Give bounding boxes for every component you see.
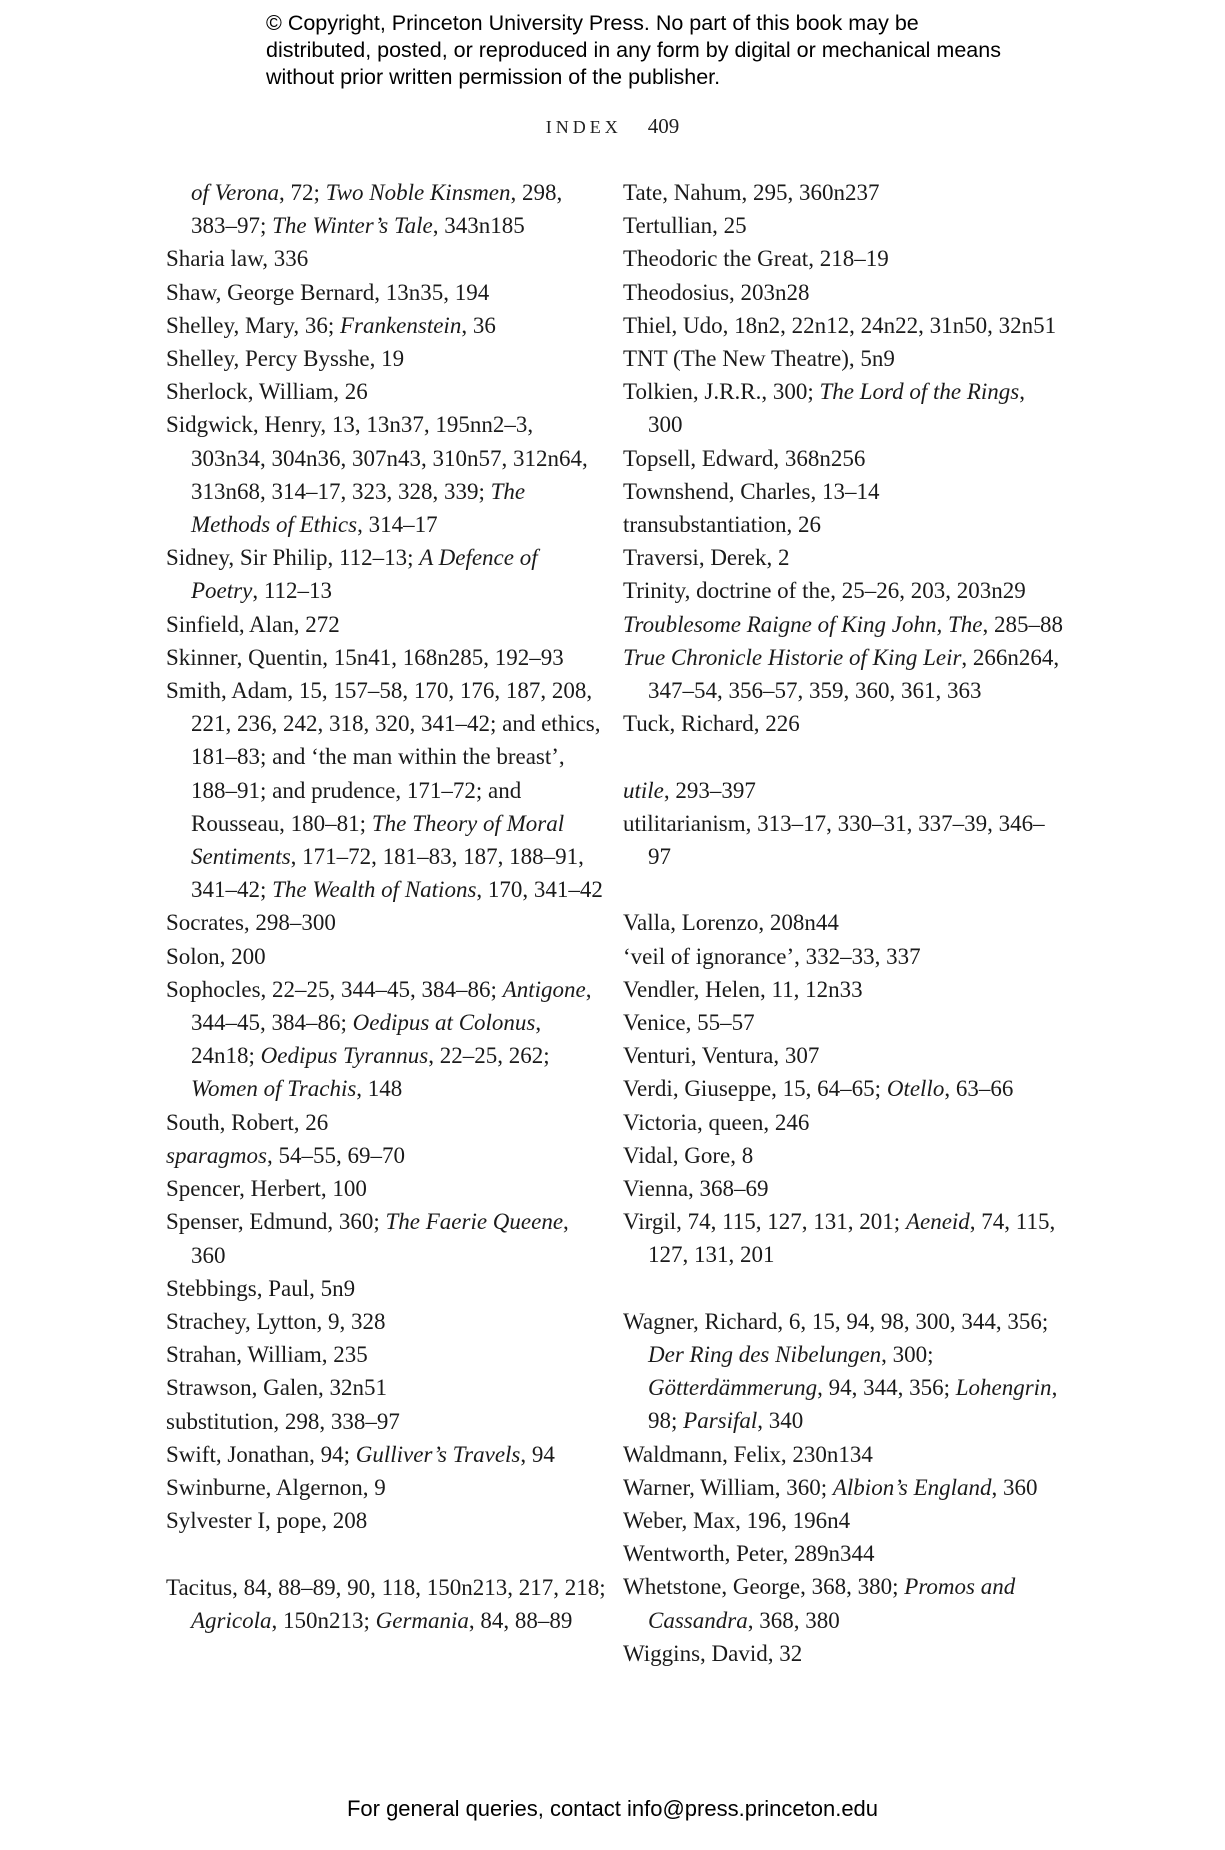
index-entry xyxy=(623,1205,1063,1271)
index-entry xyxy=(623,475,1063,508)
index-entry xyxy=(623,641,1063,707)
index-entry-text: , 112–13 xyxy=(252,578,332,604)
index-entry-text: Stebbings, Paul, 5n9 xyxy=(166,1275,356,1301)
index-entry xyxy=(166,209,606,242)
index-entry xyxy=(623,375,1063,441)
index-entry xyxy=(166,1106,606,1139)
index-entry-text: , 22–25, 262; xyxy=(428,1043,550,1069)
index-entry-text: , 343n185 xyxy=(432,213,525,239)
index-entry xyxy=(166,1405,606,1438)
index-entry-text: Strawson, Galen, 32n51 xyxy=(166,1375,388,1401)
copyright-notice: © Copyright, Princeton University Press. No part of this book may be distributed, posted, or reproduced in any form by digital or mechanical means without prior written permission of the publisher. xyxy=(266,11,1001,89)
index-entry-text: , 150n213; xyxy=(271,1607,376,1633)
index-entry xyxy=(623,1072,1063,1105)
index-entry-title: of Verona xyxy=(191,180,279,205)
index-entry-text: Venice, 55–57 xyxy=(623,1010,755,1036)
index-entry-text: , 63–66 xyxy=(944,1076,1014,1102)
index-entry-text: , 340 xyxy=(757,1408,804,1434)
index-entry xyxy=(623,774,1063,807)
index-entry xyxy=(623,1106,1063,1139)
index-entry xyxy=(166,641,606,674)
index-entry-text: Victoria, queen, 246 xyxy=(623,1109,810,1135)
index-entry-text: Tacitus, 84, 88–89, 90, 118, 150n213, 217, 218; xyxy=(166,1574,606,1600)
index-entry xyxy=(623,242,1063,275)
index-entry-title: Agricola xyxy=(191,1607,272,1633)
index-entry-text: , 293–397 xyxy=(663,777,756,803)
index-entry-title: Albion’s England xyxy=(832,1474,992,1500)
index-entry-text: , 74, 115, 127, 131, 201 xyxy=(648,1209,1056,1268)
index-entry xyxy=(166,1571,606,1637)
index-entry-text: Theodoric the Great, 218–19 xyxy=(623,246,889,272)
index-entry-title: utile xyxy=(623,777,664,803)
letter-group-gap xyxy=(166,1537,606,1570)
index-entry xyxy=(623,574,1063,607)
index-entry xyxy=(623,276,1063,309)
index-entry-text: Sidney, Sir Philip, 112–13; xyxy=(166,545,420,571)
index-entry xyxy=(166,1139,606,1172)
index-entry-text: , 300 xyxy=(648,379,1025,438)
index-entry xyxy=(623,1570,1063,1636)
index-entry-text: Vendler, Helen, 11, 12n33 xyxy=(623,976,863,1002)
index-entry-text: , 94 xyxy=(520,1441,555,1467)
index-entry-title: Women of Trachis xyxy=(191,1076,357,1102)
index-entry-text: ‘veil of ignorance’, 332–33, 337 xyxy=(623,943,921,969)
index-entry xyxy=(166,906,606,939)
index-entry-title: Antigone xyxy=(502,976,586,1002)
index-entry xyxy=(623,807,1063,873)
index-entry xyxy=(623,906,1063,939)
index-entry-text: , 24n18; xyxy=(191,1010,542,1069)
index-entry-title: Germania xyxy=(375,1607,469,1633)
index-entry xyxy=(166,1438,606,1471)
running-head xyxy=(0,114,1225,139)
index-entry-text: South, Robert, 26 xyxy=(166,1109,329,1135)
index-entry-title: Oedipus Tyrannus xyxy=(260,1043,429,1069)
index-entry-text: Vidal, Gore, 8 xyxy=(623,1142,754,1168)
index-entry-title: Promos and Cassandra xyxy=(648,1574,1016,1633)
index-entry xyxy=(166,1172,606,1205)
index-entry-text: Tertullian, 25 xyxy=(623,213,747,239)
index-entry xyxy=(623,309,1063,342)
index-entry-text: Tate, Nahum, 295, 360n237 xyxy=(623,180,880,205)
index-entry-text: Sinfield, Alan, 272 xyxy=(166,611,340,637)
index-entry xyxy=(166,309,606,342)
index-entry xyxy=(623,940,1063,973)
index-entry xyxy=(623,1006,1063,1039)
index-entry xyxy=(166,342,606,375)
index-entry xyxy=(166,1205,606,1271)
index-entry-text: , 94, 344, 356; xyxy=(817,1375,956,1401)
letter-group-gap xyxy=(623,873,1063,906)
index-entry-text: , 72; xyxy=(278,180,326,205)
index-entry-text: , 344–45, 384–86; xyxy=(191,976,592,1036)
index-entry-text: Sharia law, 336 xyxy=(166,246,309,272)
index-entry-text: , 360 xyxy=(991,1474,1038,1500)
index-entry-text: Waldmann, Felix, 230n134 xyxy=(623,1441,873,1467)
index-entry-title: Oedipus at Colonus xyxy=(352,1010,536,1036)
index-entry-text: Strachey, Lytton, 9, 328 xyxy=(166,1308,386,1334)
footer-contact: For general queries, contact info@press.princeton.edu xyxy=(346,1796,879,1821)
index-entry xyxy=(623,1139,1063,1172)
index-entry-title: The Theory of Moral Sentiments xyxy=(191,810,565,870)
letter-group-gap xyxy=(623,740,1063,773)
index-entry-text: , 148 xyxy=(356,1076,403,1102)
index-entry-title: Aeneid xyxy=(905,1209,970,1235)
index-entry xyxy=(623,1637,1063,1670)
index-entry-text: , 54–55, 69–70 xyxy=(266,1142,405,1168)
index-entry xyxy=(166,408,606,541)
index-entry-text: Shelley, Mary, 36; xyxy=(166,312,340,338)
index-entry xyxy=(623,1172,1063,1205)
index-entry xyxy=(623,973,1063,1006)
index-entry-text: , 300; xyxy=(881,1342,934,1368)
index-entry xyxy=(166,608,606,641)
index-entry-text: , 171–72, 181–83, 187, 188–91, 341–42; xyxy=(191,844,584,903)
index-entry-text: Solon, 200 xyxy=(166,943,266,969)
index-entry-text: Sidgwick, Henry, 13, 13n37, 195nn2–3, 303n34, 304n36, 307n43, 310n57, 312n64, 313n68, 314–17, 323, 328, 339; xyxy=(166,412,588,504)
index-entry-text: , 285–88 xyxy=(982,611,1063,637)
index-entry xyxy=(623,209,1063,242)
index-entry-title: Frankenstein xyxy=(339,312,462,338)
index-entry-text: Sylvester I, pope, 208 xyxy=(166,1508,368,1534)
index-entry-text: Spencer, Herbert, 100 xyxy=(166,1176,367,1202)
index-entry-text: Traversi, Derek, 2 xyxy=(623,545,790,571)
index-entry-text: Shelley, Percy Bysshe, 19 xyxy=(166,346,405,372)
index-entry-text: Verdi, Giuseppe, 15, 64–65; xyxy=(623,1076,887,1102)
index-entry xyxy=(166,242,606,275)
index-entry-text: Trinity, doctrine of the, 25–26, 203, 203n29 xyxy=(623,578,1026,604)
index-entry-text: Swinburne, Algernon, 9 xyxy=(166,1474,386,1500)
index-entry-text: utilitarianism, 313–17, 330–31, 337–39, 346–97 xyxy=(623,810,1045,870)
index-entry xyxy=(166,1471,606,1504)
index-entry-text: Vienna, 368–69 xyxy=(623,1176,769,1202)
index-entry-text: Wagner, Richard, 6, 15, 94, 98, 300, 344, 356; xyxy=(623,1308,1049,1334)
index-entry-text: Smith, Adam, 15, 157–58, 170, 176, 187, 208, 221, 236, 242, 318, 320, 341–42; and ethics, 181–83; and ‘the man within the breast’, 188–91; and prudence, 171–72; and Rousseau, 180–81; xyxy=(166,678,601,836)
index-entry-title: Parsifal xyxy=(683,1408,758,1434)
index-entry-title: Troublesome Raigne of King John, The xyxy=(623,611,983,637)
index-entry xyxy=(166,375,606,408)
index-entry-text: Tuck, Richard, 226 xyxy=(623,711,800,737)
index-entry-text: Shaw, George Bernard, 13n35, 194 xyxy=(166,279,490,305)
index-entry xyxy=(166,276,606,309)
index-entry xyxy=(623,1504,1063,1537)
index-entry-title: The Winter’s Tale xyxy=(272,213,433,239)
index-entry-text: Weber, Max, 196, 196n4 xyxy=(623,1508,851,1534)
index-entry xyxy=(166,1504,606,1537)
index-entry-title: Götterdämmerung xyxy=(648,1375,818,1401)
index-entry-text: , 36 xyxy=(461,312,496,338)
index-entry-title: The Faerie Queene xyxy=(385,1209,564,1235)
index-entry xyxy=(166,1305,606,1338)
index-entry-text: Tolkien, J.R.R., 300; xyxy=(623,379,820,405)
index-entry-title: Der Ring des Nibelungen xyxy=(648,1342,882,1368)
index-entry-text: , 266n264, 347–54, 356–57, 359, 360, 361, 363 xyxy=(648,644,1060,704)
index-entry-text: , 298, xyxy=(510,180,563,205)
index-entry xyxy=(623,442,1063,475)
index-entry-text: , 170, 341–42 xyxy=(476,877,603,903)
index-entry-text: Swift, Jonathan, 94; xyxy=(166,1441,356,1467)
index-entry-text: Socrates, 298–300 xyxy=(166,910,336,936)
index-entry-text: Spenser, Edmund, 360; xyxy=(166,1209,386,1235)
index-entry-title: Two Noble Kinsmen xyxy=(325,180,511,205)
index-entry xyxy=(623,541,1063,574)
index-entry xyxy=(623,1039,1063,1072)
index-entry xyxy=(166,973,606,1106)
index-entry-title: The Wealth of Nations xyxy=(272,877,477,903)
index-entry xyxy=(623,1471,1063,1504)
index-entry-title: The Lord of the Rings xyxy=(819,379,1020,405)
index-entry-text: Virgil, 74, 115, 127, 131, 201; xyxy=(623,1209,906,1235)
index-entry-text: Theodosius, 203n28 xyxy=(623,279,810,305)
index-entry xyxy=(166,674,606,906)
index-entry-text: Thiel, Udo, 18n2, 22n12, 24n22, 31n50, 32n51 xyxy=(623,312,1057,338)
index-entry-text: , 84, 88–89 xyxy=(468,1607,573,1633)
index-entry-text: Wiggins, David, 32 xyxy=(623,1640,803,1666)
index-entry-text: 383–97; xyxy=(191,213,273,239)
index-entry-title: The Methods of Ethics xyxy=(191,478,526,538)
page-number: 409 xyxy=(647,114,680,138)
running-head-label: INDEX xyxy=(545,117,622,137)
index-entry-text: , 360 xyxy=(191,1209,569,1268)
index-entry-title: True Chronicle Historie of King Leir xyxy=(623,644,962,670)
index-entry-title: Gulliver’s Travels xyxy=(355,1441,521,1467)
index-entry-text: TNT (The New Theatre), 5n9 xyxy=(623,346,895,372)
index-entry-text: transubstantiation, 26 xyxy=(623,512,822,538)
index-entry-title: Lohengrin xyxy=(955,1375,1052,1401)
index-entry-text: Valla, Lorenzo, 208n44 xyxy=(623,910,839,936)
index-entry xyxy=(623,707,1063,740)
index-entry-text: Skinner, Quentin, 15n41, 168n285, 192–93 xyxy=(166,644,564,670)
index-entry-text: Townshend, Charles, 13–14 xyxy=(623,478,880,504)
index-entry xyxy=(623,1438,1063,1471)
index-entry-text: Sophocles, 22–25, 344–45, 384–86; xyxy=(166,976,503,1002)
index-entry-text: Strahan, William, 235 xyxy=(166,1342,368,1368)
index-entry xyxy=(623,342,1063,375)
index-entry xyxy=(623,608,1063,641)
index-entry xyxy=(166,1371,606,1404)
index-entry xyxy=(623,508,1063,541)
index-entry-text: , 314–17 xyxy=(357,512,438,538)
index-entry-text: Venturi, Ventura, 307 xyxy=(623,1043,820,1069)
index-entry-title: Otello xyxy=(886,1076,945,1102)
index-entry xyxy=(623,1305,1063,1438)
index-entry xyxy=(623,176,1063,209)
index-entry-text: Warner, William, 360; xyxy=(623,1474,833,1500)
index-entry xyxy=(166,176,606,209)
index-entry-text: Topsell, Edward, 368n256 xyxy=(623,445,866,471)
index-entry-text: Wentworth, Peter, 289n344 xyxy=(623,1541,875,1567)
index-entry-text: , 98; xyxy=(648,1375,1058,1434)
letter-group-gap xyxy=(623,1272,1063,1305)
index-entry-title: A Defence of Poetry xyxy=(191,545,538,604)
index-entry-title: sparagmos xyxy=(166,1142,267,1168)
index-entry-text: substitution, 298, 338–97 xyxy=(166,1408,400,1434)
index-entry xyxy=(166,541,606,607)
index-entry-text: Sherlock, William, 26 xyxy=(166,379,368,405)
index-column-right xyxy=(623,176,1063,1670)
index-entry xyxy=(623,1537,1063,1570)
index-entry-text: Whetstone, George, 368, 380; xyxy=(623,1574,905,1600)
index-entry xyxy=(166,1338,606,1371)
index-entry xyxy=(166,1272,606,1305)
index-column-left xyxy=(166,176,606,1637)
index-entry-text: , 368, 380 xyxy=(747,1607,840,1633)
index-entry xyxy=(166,940,606,973)
